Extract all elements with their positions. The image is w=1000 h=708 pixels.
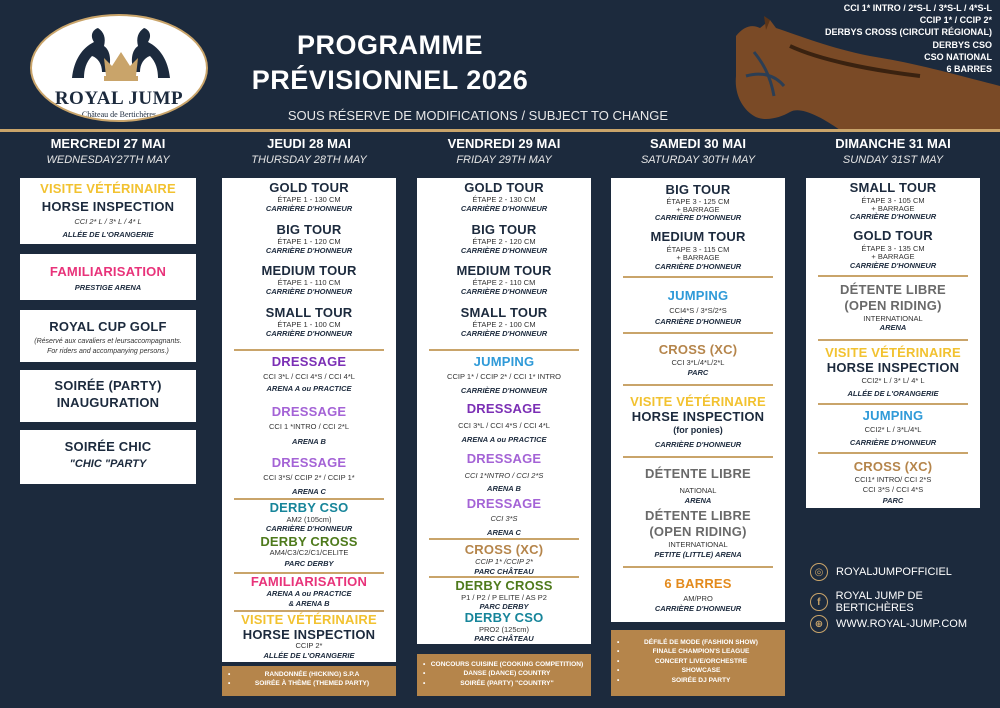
event-title: BIG TOUR xyxy=(276,222,342,237)
event-detail: PRO2 (125cm) xyxy=(478,625,529,634)
event-title: SOIRÉE CHIC xyxy=(64,439,152,454)
event-place: CARRIÈRE D'HONNEUR xyxy=(460,246,548,255)
title-line-1: PROGRAMME xyxy=(297,30,483,60)
day-name-en: SATURDAY 30TH MAY xyxy=(640,154,756,166)
instagram-icon: ◎ xyxy=(810,563,828,581)
list-item: • DANSE (DANCE) COUNTRY xyxy=(423,669,585,678)
event-title: DERBY CSO xyxy=(464,610,544,625)
event-classes: CCI2* L / 3* L/ 4* L xyxy=(861,376,925,385)
event-place: CARRIÈRE D'HONNEUR xyxy=(460,386,548,395)
page-title xyxy=(230,28,550,98)
sat-extra-activities xyxy=(611,630,785,696)
event-place: ALLÉE DE L'ORANGERIE xyxy=(62,230,154,239)
divider xyxy=(623,456,773,458)
divider xyxy=(234,349,384,351)
fri-card xyxy=(417,178,591,644)
event-place: ALLÉE DE L'ORANGERIE xyxy=(263,651,355,660)
event-detail: AM/PRO xyxy=(683,594,713,603)
event-detail: CCI 3*L/4*L/2*L xyxy=(671,358,725,367)
list-item: • RANDONNÉE (HICKING) S.P.A xyxy=(228,670,390,679)
event-title: DRESSAGE xyxy=(271,455,347,470)
event-title: INAUGURATION xyxy=(56,395,160,410)
list-item: • CONCOURS CUISINE (COOKING COMPETITION) xyxy=(423,660,585,669)
event-title-en: HORSE INSPECTION xyxy=(826,360,960,375)
event-detail: ÉTAPE 1 - 130 CM xyxy=(277,195,341,204)
event-title: DERBY CSO xyxy=(269,500,349,515)
event-place: CARRIÈRE D'HONNEUR xyxy=(265,287,353,296)
wed-familiarisation-card xyxy=(20,254,196,300)
event-title: MEDIUM TOUR xyxy=(261,263,357,278)
event-title: GOLD TOUR xyxy=(853,228,933,243)
divider xyxy=(429,538,579,540)
event-title: JUMPING xyxy=(862,408,924,423)
event-detail: CCI4*S / 3*S/2*S xyxy=(669,306,727,315)
header-divider xyxy=(0,129,1000,132)
event-title: VISITE VÉTÉRINAIRE xyxy=(40,181,176,196)
event-title: FAMILIARISATION xyxy=(49,264,167,279)
event-title: BIG TOUR xyxy=(665,182,731,197)
event-place: CARRIÈRE D'HONNEUR xyxy=(849,261,937,270)
day-header-wednesday xyxy=(20,136,196,166)
event-detail: CCI 3*S/ CCIP 2* / CCIP 1* xyxy=(263,473,355,482)
event-place: CARRIÈRE D'HONNEUR xyxy=(460,329,548,338)
royal-jump-logo xyxy=(30,14,208,122)
event-place: ARENA B xyxy=(487,484,521,493)
event-place: CARRIÈRE D'HONNEUR xyxy=(654,213,742,222)
event-place: PARC xyxy=(882,496,904,505)
event-title: FAMILIARISATION xyxy=(250,574,368,589)
day-name-fr: VENDREDI 29 MAI xyxy=(447,136,561,151)
event-place: CARRIÈRE D'HONNEUR xyxy=(265,524,353,533)
day-header-sunday xyxy=(806,136,980,166)
event-place: PARC CHÂTEAU xyxy=(474,634,534,643)
list-item: • SHOWCASE xyxy=(617,666,779,675)
day-name-en: WEDNESDAY27TH MAY xyxy=(46,154,170,166)
social-website[interactable] xyxy=(810,615,967,633)
social-label: ROYALJUMPOFFICIEL xyxy=(836,566,952,578)
event-title: VISITE VÉTÉRINAIRE xyxy=(825,345,961,360)
divider xyxy=(818,339,968,341)
divider xyxy=(623,276,773,278)
day-header-friday xyxy=(417,136,591,166)
event-title: DERBY CROSS xyxy=(455,578,553,593)
event-detail: + BARRAGE xyxy=(676,253,720,262)
event-place: PRESTIGE ARENA xyxy=(74,283,142,292)
list-item: • SOIRÉE (PARTY) "COUNTRY" xyxy=(423,679,585,688)
social-facebook[interactable] xyxy=(810,590,1000,614)
event-title: 6 BARRES xyxy=(664,576,732,591)
event-title: SOIRÉE (PARTY) xyxy=(54,378,162,393)
event-detail: ÉTAPE 2 - 120 CM xyxy=(472,237,536,246)
logo-subtitle: Château de Bertichères xyxy=(81,110,157,119)
event-detail: CCIP 1* /CCIP 2* xyxy=(475,557,533,566)
event-place: CARRIÈRE D'HONNEUR xyxy=(654,604,742,613)
event-place: ARENA A ou PRACTICE xyxy=(266,589,352,598)
event-detail: ÉTAPE 1 - 100 CM xyxy=(277,320,341,329)
category-line: CCI 1* INTRO / 2*S-L / 3*S-L / 4*S-L xyxy=(843,3,992,13)
event-detail: ÉTAPE 3 - 105 CM xyxy=(861,196,925,205)
day-header-thursday xyxy=(222,136,396,166)
event-detail: CCI 1*INTRO / CCI 2*S xyxy=(464,471,544,480)
event-place: CARRIÈRE D'HONNEUR xyxy=(460,204,548,213)
event-place: ARENA A ou PRACTICE xyxy=(461,435,547,444)
event-detail: ÉTAPE 3 - 115 CM xyxy=(666,245,730,254)
event-title: GOLD TOUR xyxy=(464,180,544,195)
divider xyxy=(623,384,773,386)
day-name-fr: DIMANCHE 31 MAI xyxy=(835,136,951,151)
event-detail: ÉTAPE 3 - 125 CM xyxy=(666,197,730,206)
category-line: DERBYS CSO xyxy=(932,39,992,50)
event-title: MEDIUM TOUR xyxy=(456,263,552,278)
event-title: VISITE VÉTÉRINAIRE xyxy=(241,612,377,627)
event-title: JUMPING xyxy=(473,354,535,369)
event-place: CARRIÈRE D'HONNEUR xyxy=(654,317,742,326)
event-detail: CCI 3*S / CCI 4*S xyxy=(862,485,924,494)
event-detail: ÉTAPE 2 - 130 CM xyxy=(472,195,536,204)
event-note: (for ponies) xyxy=(673,425,723,435)
event-place: ARENA C xyxy=(292,487,326,496)
event-place: CARRIÈRE D'HONNEUR xyxy=(265,246,353,255)
event-place: CARRIÈRE D'HONNEUR xyxy=(849,212,937,221)
day-header-saturday xyxy=(611,136,785,166)
event-title: CROSS (XC) xyxy=(658,342,738,357)
event-title: DERBY CROSS xyxy=(260,534,358,549)
event-title-en: HORSE INSPECTION xyxy=(242,627,376,642)
event-place: PARC DERBY xyxy=(284,559,334,568)
event-title-en: HORSE INSPECTION xyxy=(41,199,175,214)
event-title: DÉTENTE LIBRE xyxy=(840,282,946,297)
event-place: CARRIÈRE D'HONNEUR xyxy=(849,438,937,447)
category-line: DERBYS CROSS (CIRCUIT RÉGIONAL) xyxy=(824,27,992,38)
event-place: CARRIÈRE D'HONNEUR xyxy=(654,440,742,449)
event-title-en: "CHIC "PARTY xyxy=(69,458,147,470)
day-name-fr: SAMEDI 30 MAI xyxy=(649,136,747,151)
wed-golf-card xyxy=(20,310,196,362)
event-note: (Réservé aux cavaliers et leursaccompagnants. xyxy=(34,338,182,345)
sun-card xyxy=(806,178,980,508)
event-place: CARRIÈRE D'HONNEUR xyxy=(460,287,548,296)
day-name-en: SUNDAY 31ST MAY xyxy=(842,154,944,166)
event-place: ALLÉE DE L'ORANGERIE xyxy=(847,389,939,398)
day-name-fr: JEUDI 28 MAI xyxy=(267,136,351,151)
event-detail: P1 / P2 / P ELITE / AS P2 xyxy=(461,593,547,602)
event-place: PARC CHÂTEAU xyxy=(474,567,534,576)
event-place: PARC xyxy=(687,368,709,377)
event-place: CARRIÈRE D'HONNEUR xyxy=(265,204,353,213)
event-detail: CCI 1 *INTRO / CCI 2*L xyxy=(268,422,350,431)
event-detail: CCI2* L / 3*L/4*L xyxy=(864,425,922,434)
list-item: • SOIRÉE À THÈME (THEMED PARTY) xyxy=(228,679,390,688)
sat-card xyxy=(611,178,785,622)
event-detail: + BARRAGE xyxy=(676,205,720,214)
event-detail: ÉTAPE 3 - 135 CM xyxy=(861,244,925,253)
thu-card xyxy=(222,178,396,662)
event-detail: NATIONAL xyxy=(679,486,717,495)
event-title: SMALL TOUR xyxy=(849,180,937,195)
event-title: (OPEN RIDING) xyxy=(649,524,747,539)
event-detail: AM2 (105cm) xyxy=(286,515,332,524)
event-place: PETITE (LITTLE) ARENA xyxy=(654,550,742,559)
event-title: DÉTENTE LIBRE xyxy=(645,508,751,523)
social-label: WWW.ROYAL-JUMP.COM xyxy=(836,618,967,630)
divider xyxy=(623,566,773,568)
event-detail: CCI 3*S xyxy=(490,514,518,523)
event-note: For riders and accompanying persons.) xyxy=(47,348,169,355)
category-line: CCIP 1* / CCIP 2* xyxy=(919,15,992,26)
list-item: • CONCERT LIVE/ORCHESTRE xyxy=(617,657,779,666)
event-title: BIG TOUR xyxy=(471,222,537,237)
event-detail: CCI1* INTRO/ CCI 2*S xyxy=(854,475,932,484)
event-place: ARENA xyxy=(684,496,712,505)
logo-name: ROYAL JUMP xyxy=(54,88,184,109)
event-title: GOLD TOUR xyxy=(269,180,349,195)
event-detail: ÉTAPE 1 - 120 CM xyxy=(277,237,341,246)
event-detail: ÉTAPE 2 - 110 CM xyxy=(472,278,536,287)
list-item: • FINALE CHAMPION'S LEAGUE xyxy=(617,647,779,656)
day-name-en: FRIDAY 29TH MAY xyxy=(456,154,552,166)
event-title: ROYAL CUP GOLF xyxy=(49,319,167,334)
horses-crown-icon xyxy=(32,20,208,90)
event-title: DÉTENTE LIBRE xyxy=(645,466,751,481)
event-detail: + BARRAGE xyxy=(871,204,915,213)
social-label: ROYAL JUMP DE BERTICHÈRES xyxy=(835,590,923,614)
event-title: CROSS (XC) xyxy=(464,542,544,557)
event-place: ARENA xyxy=(879,323,907,332)
social-instagram[interactable] xyxy=(810,563,952,581)
category-line: 6 BARRES xyxy=(946,64,992,75)
event-detail: ÉTAPE 2 - 100 CM xyxy=(472,320,536,329)
event-place: ARENA A ou PRACTICE xyxy=(266,384,352,393)
event-detail: INTERNATIONAL xyxy=(863,314,923,323)
divider xyxy=(818,452,968,454)
event-detail: CCI 3*L / CCI 4*S / CCI 4*L xyxy=(458,421,550,430)
competition-categories xyxy=(732,2,992,75)
event-classes: CCI 2* L / 3* L / 4* L xyxy=(74,217,142,226)
fri-extra-activities xyxy=(417,654,591,696)
divider xyxy=(623,332,773,334)
divider xyxy=(429,349,579,351)
event-place: CARRIÈRE D'HONNEUR xyxy=(265,329,353,338)
event-detail: INTERNATIONAL xyxy=(668,540,728,549)
event-title: VISITE VÉTÉRINAIRE xyxy=(630,394,766,409)
page-subtitle: SOUS RÉSERVE DE MODIFICATIONS / SUBJECT TO CHANGE xyxy=(287,108,669,123)
event-place: & ARENA B xyxy=(288,599,330,608)
facebook-icon: f xyxy=(810,593,828,611)
event-detail: CCI 3*L / CCI 4*S / CCI 4*L xyxy=(263,372,355,381)
day-name-fr: MERCREDI 27 MAI xyxy=(50,136,166,151)
event-place: PARC DERBY xyxy=(479,602,529,611)
event-title: SMALL TOUR xyxy=(460,305,548,320)
day-name-en: THURSDAY 28TH MAY xyxy=(251,154,367,166)
event-title: (OPEN RIDING) xyxy=(844,298,942,313)
event-place: ARENA B xyxy=(292,437,326,446)
event-title: DRESSAGE xyxy=(271,404,347,419)
event-title: SMALL TOUR xyxy=(265,305,353,320)
wed-party-card xyxy=(20,370,196,422)
event-detail: CCIP 1* / CCIP 2* / CCI 1* INTRO xyxy=(447,372,561,381)
event-title: DRESSAGE xyxy=(271,354,347,369)
event-classes: CCIP 2* xyxy=(295,641,323,650)
wed-vet-card xyxy=(20,178,196,244)
event-title: DRESSAGE xyxy=(466,496,542,511)
divider xyxy=(818,275,968,277)
event-place: ARENA C xyxy=(487,528,521,537)
list-item: • DÉFILÉ DE MODE (FASHION SHOW) xyxy=(617,638,779,647)
event-title: MEDIUM TOUR xyxy=(650,229,746,244)
wed-chic-card xyxy=(20,430,196,484)
event-title: DRESSAGE xyxy=(466,451,542,466)
event-detail: + BARRAGE xyxy=(871,252,915,261)
event-title: DRESSAGE xyxy=(466,401,542,416)
thu-extra-activities xyxy=(222,666,396,696)
event-title: JUMPING xyxy=(667,288,729,303)
category-line: CSO NATIONAL xyxy=(924,51,992,62)
event-place: CARRIÈRE D'HONNEUR xyxy=(654,262,742,271)
globe-icon: ⊕ xyxy=(810,615,828,633)
list-item: • SOIRÉE DJ PARTY xyxy=(617,676,779,685)
event-detail: ÉTAPE 1 - 110 CM xyxy=(277,278,341,287)
event-title: CROSS (XC) xyxy=(853,459,933,474)
title-line-2: PRÉVISIONNEL 2026 xyxy=(251,65,529,95)
divider xyxy=(818,403,968,405)
event-detail: AM4/C3/C2/C1/CELITE xyxy=(269,548,349,557)
event-title-en: HORSE INSPECTION xyxy=(631,409,765,424)
